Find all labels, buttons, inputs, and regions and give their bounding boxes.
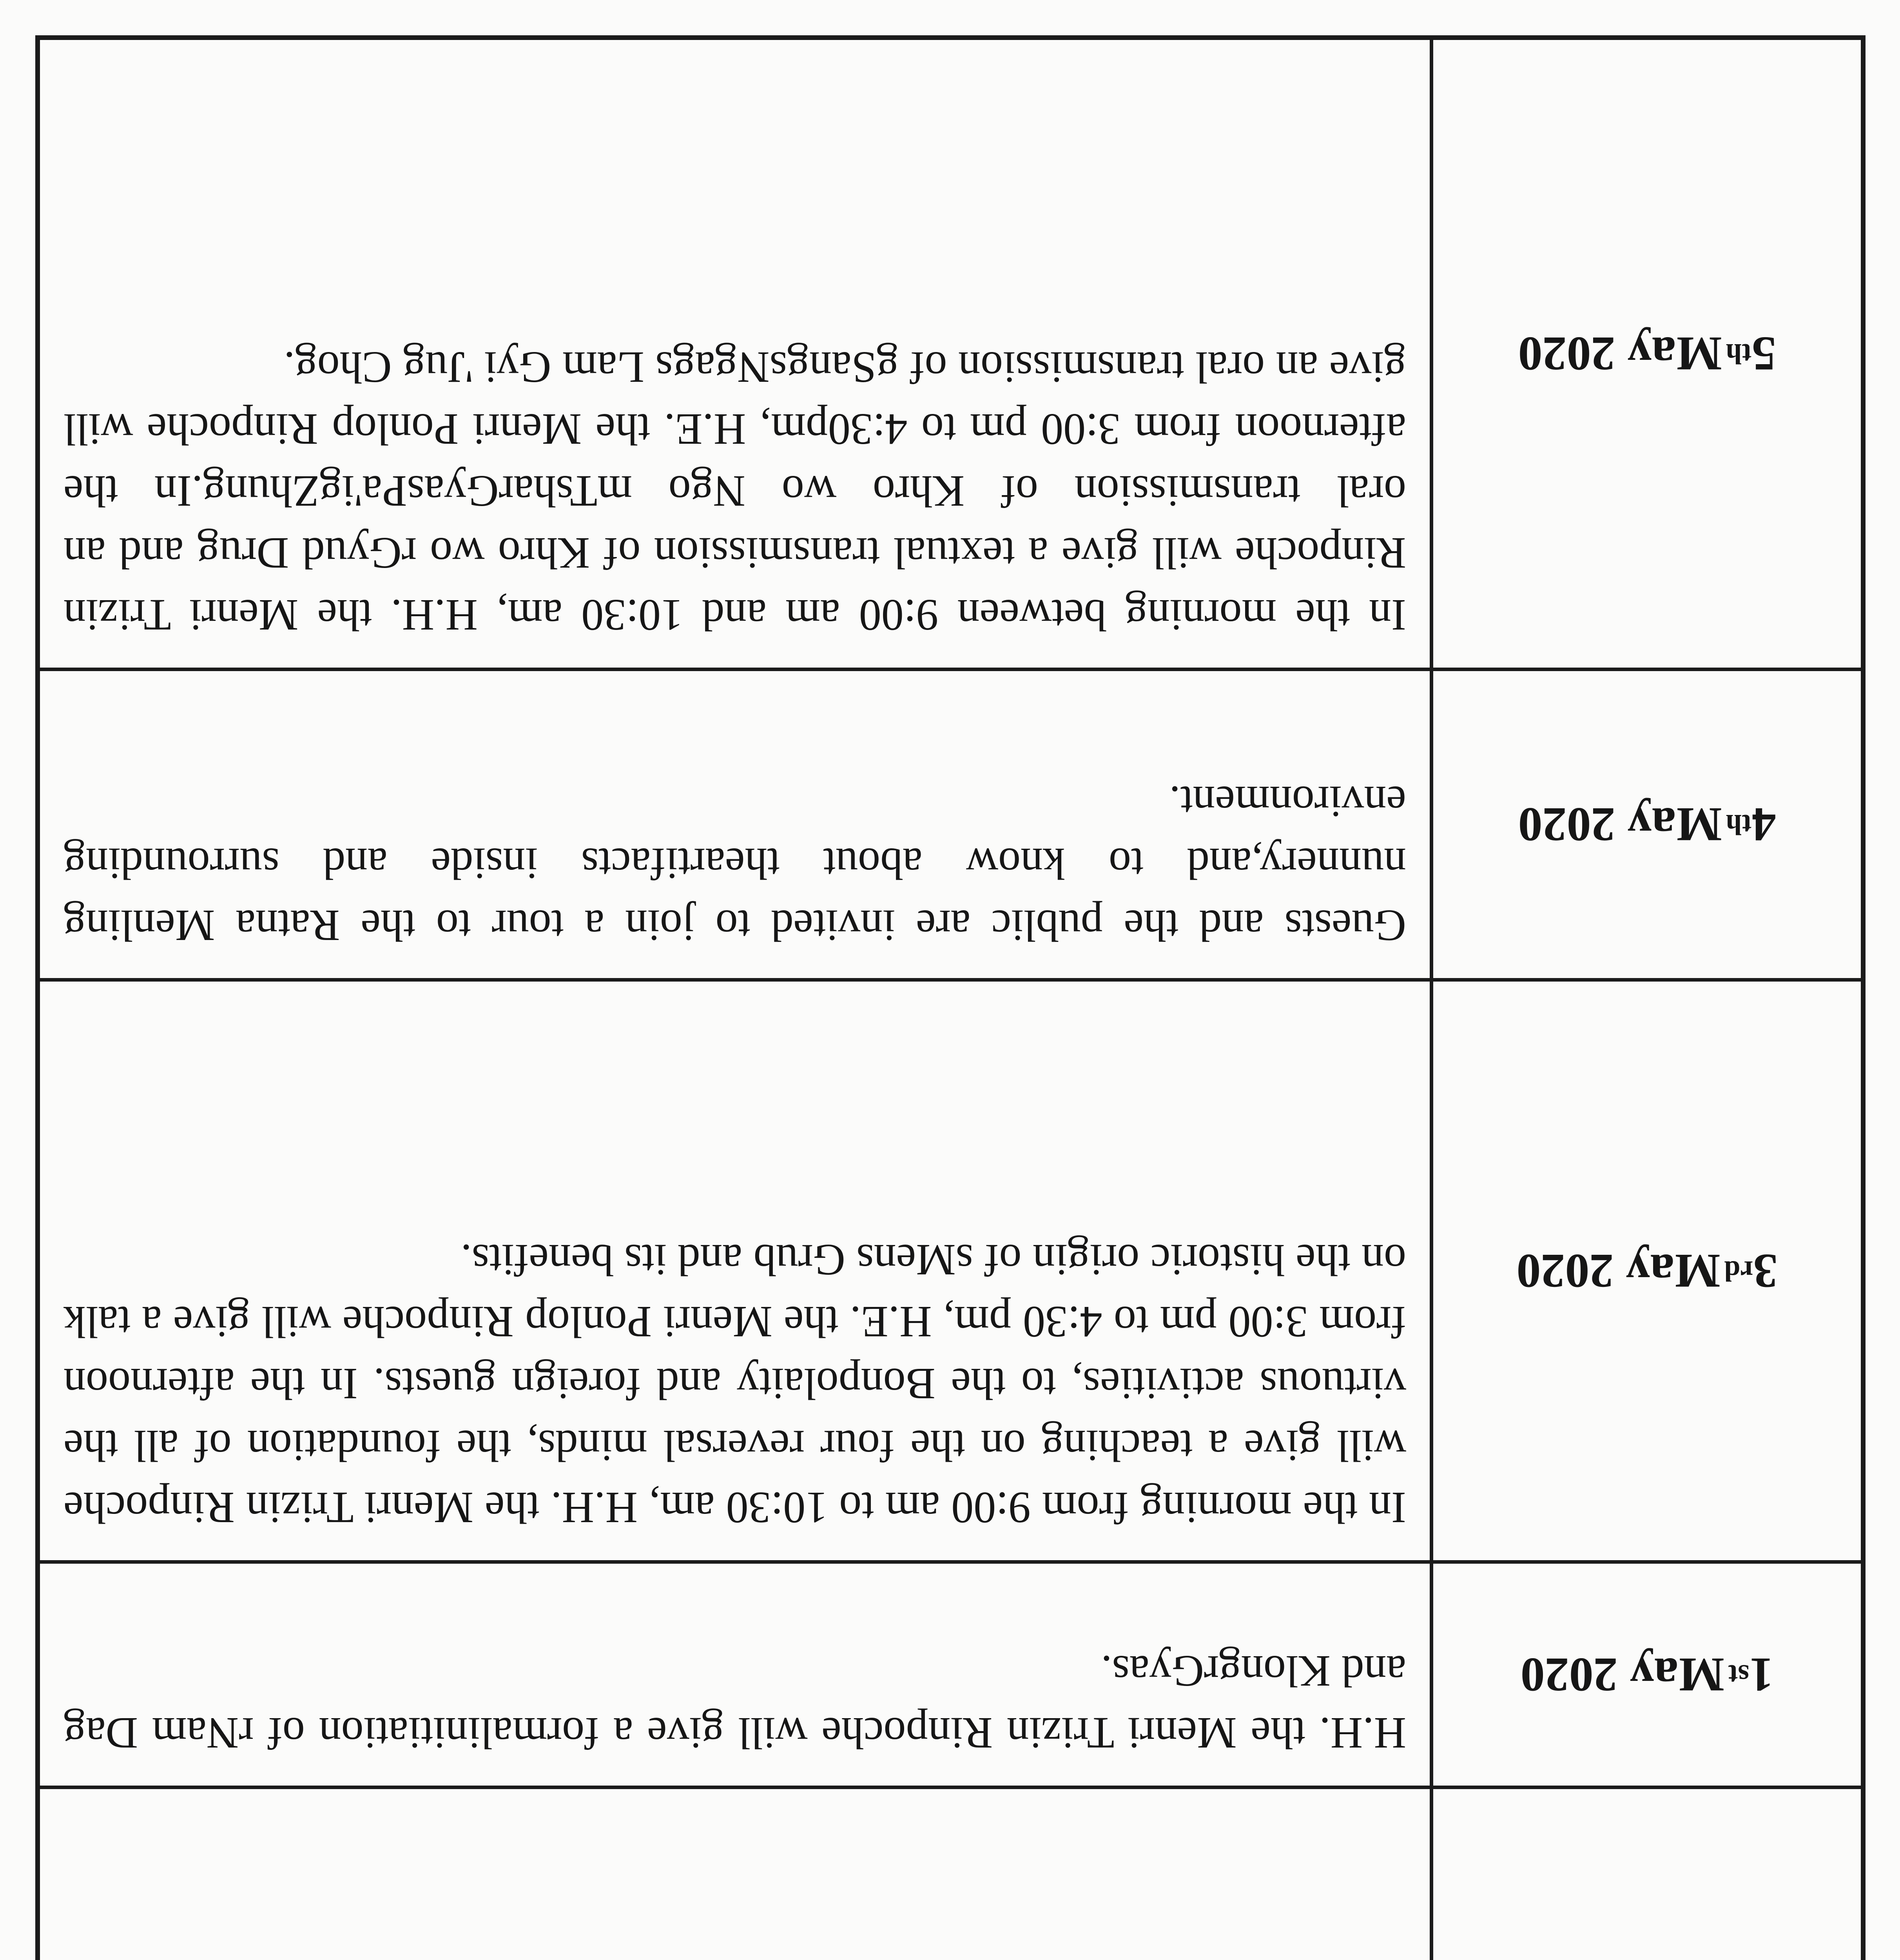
program-cell: [40, 1789, 1430, 1960]
date-month-year: May 2020: [1520, 1648, 1724, 1702]
date-day: 1: [1749, 1648, 1774, 1702]
date-cell: 3 rd May 2020: [1430, 982, 1861, 1560]
program-cell: In the morning between 9:00 am and 10:30 am, H.H. the Menri Trizin Rinpoche will give a textual transmission of Khro wo rGyud Drug and an oral transmission of Khro wo Ngo mTsharGyasPa'igZhung.In the afternoon from 3:00 pm to 4:30pm, H.E. the Menri Ponlop Rinpoche will give an oral transmission of gSangsNgags Lam Gyi 'Jug Chog.: [63, 343, 1406, 640]
date-cell: 4 th May 2020: [1430, 671, 1861, 978]
date-month-year: May 2020: [1518, 327, 1722, 381]
table-row: [40, 1564, 1861, 1789]
date-month-year: May 2020: [1516, 1244, 1721, 1298]
date-cell: 1 st May 2020: [1430, 1564, 1861, 1786]
date-day: 4: [1751, 798, 1776, 852]
date-cell: 5 th May 2020: [1430, 40, 1861, 668]
program-cell: Guests and the public are invited to join a tour to the Ratna Menling nunnery,and to know about theartifacts inside and surrounding environment.: [63, 777, 1406, 951]
date-day: 3: [1753, 1244, 1778, 1298]
table-row: [40, 982, 1861, 1564]
table-row: [40, 40, 1861, 671]
program-cell: In the morning from 9:00 am to 10:30 am, H.H. the Menri Trizin Rinpoche will give a teaching on the four reversal minds, the foundation of all the virtuous activities, to the Bonpolaity and foreign guests. In the afternoon from 3:00 pm to 4:30 pm, H.E. the Menri Ponlop Rinpoche will give a talk on the historic origin of sMens Grub and its benefits.: [63, 1235, 1406, 1533]
table-row: [40, 1789, 1861, 1960]
date-day: 5: [1751, 327, 1776, 381]
date-month-year: May 2020: [1518, 798, 1722, 852]
table-row: [40, 671, 1861, 982]
program-table: [35, 35, 1866, 1960]
date-cell: [1430, 1789, 1861, 1960]
program-cell: H.H. the Menri Trizin Rinpoche will give a formalinitiation of rNam Dag and KlongrGyas.: [63, 1646, 1406, 1758]
